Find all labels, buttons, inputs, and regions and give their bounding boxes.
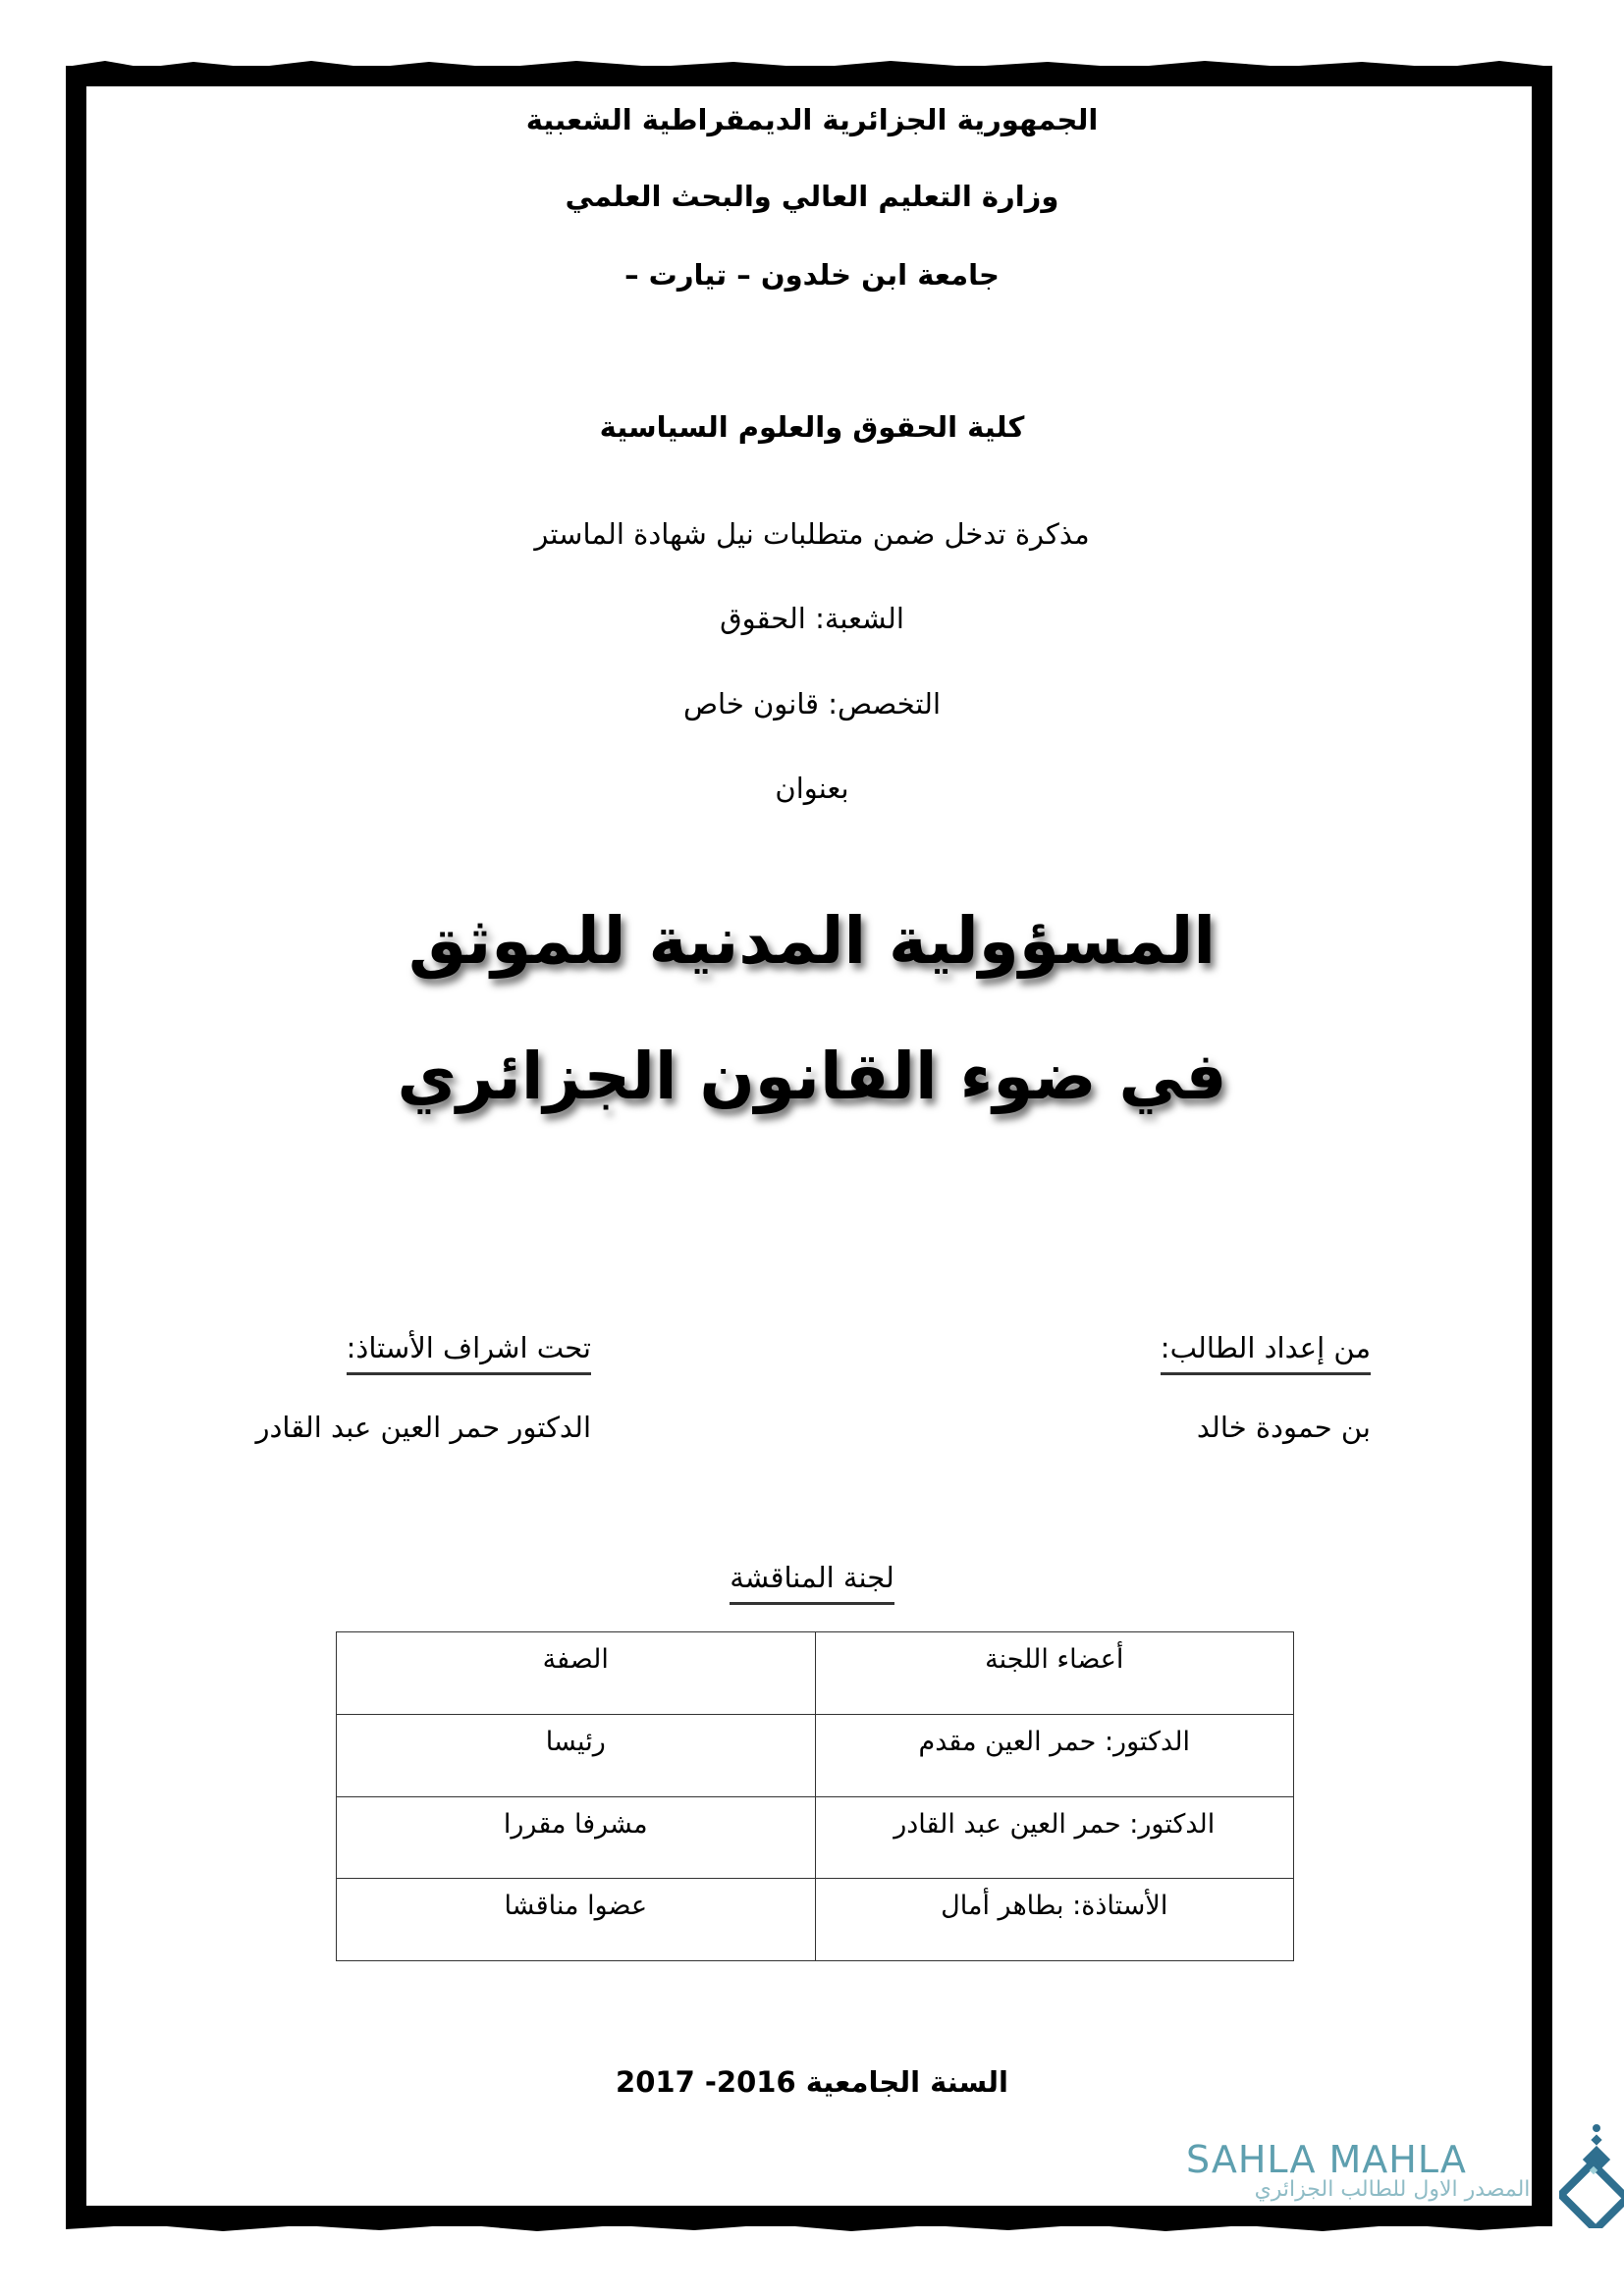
committee-heading: لجنة المناقشة [730, 1561, 894, 1605]
university-name: جامعة ابن خلدون – تيارت – [624, 258, 1000, 292]
memo-purpose: مذكرة تدخل ضمن متطلبات نيل شهادة الماستر [534, 517, 1090, 551]
author-name: بن حمودة خالد [1196, 1411, 1371, 1444]
member-cell: الدكتور: حمر العين مقدم [815, 1714, 1294, 1796]
table-row [337, 1879, 1294, 1961]
sahla-mahla-logo-icon [1559, 2120, 1624, 2228]
role-cell: رئيسا [337, 1714, 816, 1796]
table-row [337, 1796, 1294, 1879]
supervisor-block [347, 1331, 591, 1364]
thesis-title-line2: في ضوء القانون الجزائري [397, 1039, 1227, 1114]
table-row [337, 1714, 1294, 1796]
role-cell: عضوا مناقشا [337, 1879, 816, 1961]
memo-specialty: التخصص: قانون خاص [682, 687, 942, 721]
border-jagged-bottom [66, 2222, 1552, 2232]
academic-year: السنة الجامعية 2016- 2017 [616, 2065, 1008, 2099]
author-block [1161, 1331, 1371, 1364]
committee-table [336, 1631, 1294, 1961]
memo-branch: الشعبة: الحقوق [720, 602, 904, 635]
column-header-role: الصفة [337, 1632, 816, 1715]
ministry-name: وزارة التعليم العالي والبحث العلمي [565, 180, 1059, 213]
watermark [1186, 2138, 1598, 2202]
committee-heading-wrap [0, 1561, 1624, 1594]
supervisor-name: الدكتور حمر العين عبد القادر [255, 1411, 591, 1444]
author-label: من إعداد الطالب: [1161, 1331, 1371, 1375]
watermark-subtitle: المصدر الاول للطالب الجزائري [1254, 2177, 1531, 2202]
column-header-members: أعضاء اللجنة [815, 1632, 1294, 1715]
member-cell: الدكتور: حمر العين عبد القادر [815, 1796, 1294, 1879]
supervisor-label: تحت اشراف الأستاذ: [347, 1331, 591, 1375]
republic-name: الجمهورية الجزائرية الديمقراطية الشعبية [525, 103, 1099, 136]
thesis-title-line1: المسؤولية المدنية للموثق [407, 903, 1217, 979]
member-cell: الأستاذة: بطاهر أمال [815, 1879, 1294, 1961]
table-header-row [337, 1632, 1294, 1715]
faculty-name: كلية الحقوق والعلوم السياسية [599, 410, 1025, 444]
watermark-title: SAHLA MAHLA [1186, 2138, 1467, 2181]
title-label: بعنوان [775, 772, 849, 805]
role-cell: مشرفا مقررا [337, 1796, 816, 1879]
